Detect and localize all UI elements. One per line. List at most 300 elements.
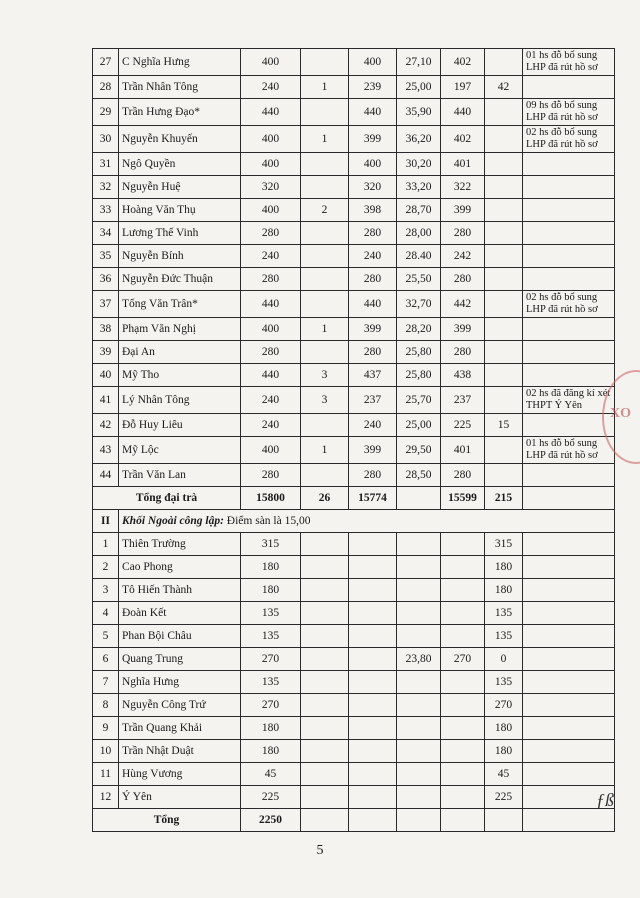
- total-quota: 2250: [241, 809, 301, 832]
- cutoff-score-cell: 30,20: [397, 153, 441, 176]
- table-row: [93, 318, 615, 341]
- admitted-cell: [441, 694, 485, 717]
- admitted-cell: 280: [441, 464, 485, 487]
- admitted-cell: 442: [441, 291, 485, 318]
- table-row: [93, 341, 615, 364]
- admitted-cell: 242: [441, 245, 485, 268]
- note-cell: [523, 533, 615, 556]
- remaining-cell: 398: [349, 199, 397, 222]
- admitted-cell: 225: [441, 414, 485, 437]
- note-cell: 09 hs đỗ bổ sung LHP đã rút hồ sơ: [523, 99, 615, 126]
- note-cell: [523, 671, 615, 694]
- note-cell: [523, 579, 615, 602]
- total-score: [397, 487, 441, 510]
- table-row: [93, 648, 615, 671]
- empty-cell: [523, 809, 615, 832]
- remaining-cell: 280: [349, 464, 397, 487]
- shortfall-cell: 45: [485, 763, 523, 786]
- row-index: 38: [93, 318, 119, 341]
- note-cell: [523, 602, 615, 625]
- note-cell: [523, 76, 615, 99]
- cutoff-score-cell: 25,80: [397, 364, 441, 387]
- admitted-cell: [441, 671, 485, 694]
- shortfall-cell: 135: [485, 625, 523, 648]
- school-name: Ý Yên: [119, 786, 241, 809]
- row-index: 34: [93, 222, 119, 245]
- withdrawn-cell: [301, 602, 349, 625]
- quota-cell: 135: [241, 671, 301, 694]
- quota-cell: 180: [241, 717, 301, 740]
- remaining-cell: [349, 740, 397, 763]
- shortfall-cell: [485, 318, 523, 341]
- row-index: 43: [93, 437, 119, 464]
- remaining-cell: [349, 786, 397, 809]
- row-index: 27: [93, 49, 119, 76]
- row-index: 29: [93, 99, 119, 126]
- withdrawn-cell: [301, 464, 349, 487]
- remaining-cell: [349, 602, 397, 625]
- table-row: [93, 763, 615, 786]
- withdrawn-cell: [301, 245, 349, 268]
- withdrawn-cell: [301, 671, 349, 694]
- withdrawn-cell: [301, 176, 349, 199]
- table-row: [93, 437, 615, 464]
- remaining-cell: [349, 763, 397, 786]
- quota-cell: 320: [241, 176, 301, 199]
- shortfall-cell: 270: [485, 694, 523, 717]
- admitted-cell: 280: [441, 341, 485, 364]
- total-note: [523, 487, 615, 510]
- shortfall-cell: 135: [485, 671, 523, 694]
- school-name: Đoàn Kết: [119, 602, 241, 625]
- cutoff-score-cell: 25,70: [397, 387, 441, 414]
- total-row-private: [93, 809, 615, 832]
- admitted-cell: [441, 556, 485, 579]
- section-subtitle-text: Điểm sàn là 15,00: [226, 515, 311, 527]
- table-row: [93, 556, 615, 579]
- total-admitted: 15599: [441, 487, 485, 510]
- school-name: Nguyễn Công Trứ: [119, 694, 241, 717]
- row-index: 3: [93, 579, 119, 602]
- note-cell: [523, 199, 615, 222]
- quota-cell: 400: [241, 49, 301, 76]
- row-index: 44: [93, 464, 119, 487]
- school-name: Mỹ Lộc: [119, 437, 241, 464]
- section-title-text: Khối Ngoài công lập:: [122, 515, 224, 527]
- total-quota: 15800: [241, 487, 301, 510]
- cutoff-score-cell: 33,20: [397, 176, 441, 199]
- quota-cell: 280: [241, 268, 301, 291]
- withdrawn-cell: 1: [301, 76, 349, 99]
- withdrawn-cell: [301, 740, 349, 763]
- admitted-cell: [441, 625, 485, 648]
- cutoff-score-cell: 28,00: [397, 222, 441, 245]
- remaining-cell: 399: [349, 318, 397, 341]
- shortfall-cell: [485, 341, 523, 364]
- admitted-cell: 322: [441, 176, 485, 199]
- school-name: Nguyễn Đức Thuận: [119, 268, 241, 291]
- withdrawn-cell: [301, 153, 349, 176]
- cutoff-score-cell: [397, 579, 441, 602]
- note-cell: [523, 341, 615, 364]
- shortfall-cell: [485, 199, 523, 222]
- row-index: 39: [93, 341, 119, 364]
- table-row: [93, 126, 615, 153]
- page-number: 5: [316, 843, 324, 858]
- quota-cell: 225: [241, 786, 301, 809]
- withdrawn-cell: 3: [301, 364, 349, 387]
- school-name: Cao Phong: [119, 556, 241, 579]
- cutoff-score-cell: 27,10: [397, 49, 441, 76]
- note-cell: [523, 648, 615, 671]
- shortfall-cell: 180: [485, 556, 523, 579]
- row-index: 12: [93, 786, 119, 809]
- cutoff-score-cell: 28,20: [397, 318, 441, 341]
- withdrawn-cell: [301, 341, 349, 364]
- note-cell: [523, 625, 615, 648]
- table-body: [93, 49, 615, 832]
- row-index: 40: [93, 364, 119, 387]
- remaining-cell: [349, 648, 397, 671]
- note-cell: 01 hs đỗ bổ sung LHP đã rút hồ sơ: [523, 49, 615, 76]
- note-cell: [523, 763, 615, 786]
- school-name: Lương Thế Vinh: [119, 222, 241, 245]
- table-row: [93, 414, 615, 437]
- school-name: Phạm Văn Nghị: [119, 318, 241, 341]
- admitted-cell: 270: [441, 648, 485, 671]
- table-row: [93, 268, 615, 291]
- cutoff-score-cell: [397, 740, 441, 763]
- table-row: [93, 694, 615, 717]
- school-name: Ngô Quyền: [119, 153, 241, 176]
- quota-cell: 45: [241, 763, 301, 786]
- remaining-cell: [349, 717, 397, 740]
- withdrawn-cell: [301, 291, 349, 318]
- signature-mark: ƒß: [596, 790, 614, 810]
- remaining-cell: [349, 694, 397, 717]
- withdrawn-cell: [301, 268, 349, 291]
- admitted-cell: 237: [441, 387, 485, 414]
- shortfall-cell: [485, 387, 523, 414]
- remaining-cell: 280: [349, 341, 397, 364]
- remaining-cell: 239: [349, 76, 397, 99]
- remaining-cell: 280: [349, 222, 397, 245]
- remaining-cell: 320: [349, 176, 397, 199]
- note-cell: [523, 222, 615, 245]
- withdrawn-cell: [301, 222, 349, 245]
- cutoff-score-cell: [397, 671, 441, 694]
- remaining-cell: 437: [349, 364, 397, 387]
- note-cell: [523, 464, 615, 487]
- remaining-cell: [349, 579, 397, 602]
- admitted-cell: [441, 533, 485, 556]
- cutoff-score-cell: 28,50: [397, 464, 441, 487]
- empty-cell: [485, 809, 523, 832]
- quota-cell: 240: [241, 387, 301, 414]
- note-cell: [523, 176, 615, 199]
- row-index: 7: [93, 671, 119, 694]
- cutoff-score-cell: 25,80: [397, 341, 441, 364]
- shortfall-cell: 42: [485, 76, 523, 99]
- school-name: Đại An: [119, 341, 241, 364]
- table-row: [93, 602, 615, 625]
- row-index: 33: [93, 199, 119, 222]
- row-index: 8: [93, 694, 119, 717]
- school-name: Hùng Vương: [119, 763, 241, 786]
- quota-cell: 440: [241, 99, 301, 126]
- cutoff-score-cell: 28,70: [397, 199, 441, 222]
- empty-cell: [349, 809, 397, 832]
- withdrawn-cell: [301, 579, 349, 602]
- note-cell: [523, 153, 615, 176]
- table-row: [93, 222, 615, 245]
- admitted-cell: 440: [441, 99, 485, 126]
- row-index: 31: [93, 153, 119, 176]
- quota-cell: 180: [241, 556, 301, 579]
- table-row: [93, 786, 615, 809]
- school-name: Lý Nhân Tông: [119, 387, 241, 414]
- remaining-cell: 237: [349, 387, 397, 414]
- cutoff-score-cell: 25,50: [397, 268, 441, 291]
- school-name: Thiên Trường: [119, 533, 241, 556]
- admitted-cell: 280: [441, 222, 485, 245]
- table-row: [93, 625, 615, 648]
- shortfall-cell: 15: [485, 414, 523, 437]
- row-index: 32: [93, 176, 119, 199]
- table-row: [93, 199, 615, 222]
- row-index: 30: [93, 126, 119, 153]
- note-cell: [523, 268, 615, 291]
- row-index: 41: [93, 387, 119, 414]
- withdrawn-cell: [301, 648, 349, 671]
- remaining-cell: 400: [349, 153, 397, 176]
- table-row: [93, 740, 615, 763]
- shortfall-cell: 315: [485, 533, 523, 556]
- quota-cell: 270: [241, 648, 301, 671]
- shortfall-cell: [485, 464, 523, 487]
- school-name: Hoàng Văn Thụ: [119, 199, 241, 222]
- total-row-public: [93, 487, 615, 510]
- cutoff-score-cell: 36,20: [397, 126, 441, 153]
- admitted-cell: [441, 602, 485, 625]
- shortfall-cell: [485, 291, 523, 318]
- quota-cell: 400: [241, 437, 301, 464]
- quota-cell: 400: [241, 199, 301, 222]
- quota-cell: 240: [241, 245, 301, 268]
- withdrawn-cell: [301, 414, 349, 437]
- cutoff-score-cell: [397, 786, 441, 809]
- remaining-cell: 240: [349, 245, 397, 268]
- quota-cell: 400: [241, 153, 301, 176]
- admitted-cell: 399: [441, 199, 485, 222]
- cutoff-score-cell: 23,80: [397, 648, 441, 671]
- cutoff-score-cell: [397, 533, 441, 556]
- quota-cell: 400: [241, 318, 301, 341]
- table-row: [93, 464, 615, 487]
- school-name: Đỗ Huy Liêu: [119, 414, 241, 437]
- withdrawn-cell: [301, 99, 349, 126]
- withdrawn-cell: 1: [301, 318, 349, 341]
- quota-cell: 440: [241, 291, 301, 318]
- row-index: 6: [93, 648, 119, 671]
- row-index: 28: [93, 76, 119, 99]
- table-row: [93, 291, 615, 318]
- withdrawn-cell: [301, 533, 349, 556]
- row-index: 35: [93, 245, 119, 268]
- note-cell: [523, 717, 615, 740]
- section-index: II: [93, 510, 119, 533]
- remaining-cell: [349, 625, 397, 648]
- shortfall-cell: [485, 126, 523, 153]
- cutoff-score-cell: [397, 625, 441, 648]
- row-index: 11: [93, 763, 119, 786]
- total-remaining: 15774: [349, 487, 397, 510]
- admission-table: [92, 48, 615, 832]
- withdrawn-cell: 1: [301, 126, 349, 153]
- table-row: [93, 76, 615, 99]
- school-name: Trần Hưng Đạo*: [119, 99, 241, 126]
- table-row: [93, 49, 615, 76]
- withdrawn-cell: [301, 556, 349, 579]
- table-row: [93, 671, 615, 694]
- table-row: [93, 364, 615, 387]
- school-name: Mỹ Tho: [119, 364, 241, 387]
- school-name: Trần Văn Lan: [119, 464, 241, 487]
- school-name: Nguyễn Huệ: [119, 176, 241, 199]
- school-name: Tống Văn Trân*: [119, 291, 241, 318]
- withdrawn-cell: [301, 625, 349, 648]
- withdrawn-cell: [301, 786, 349, 809]
- quota-cell: 180: [241, 579, 301, 602]
- shortfall-cell: 0: [485, 648, 523, 671]
- school-name: Nguyễn Khuyến: [119, 126, 241, 153]
- remaining-cell: [349, 533, 397, 556]
- table-row: [93, 176, 615, 199]
- school-name: Nguyễn Bính: [119, 245, 241, 268]
- admitted-cell: 401: [441, 153, 485, 176]
- quota-cell: 400: [241, 126, 301, 153]
- cutoff-score-cell: [397, 717, 441, 740]
- school-name: Quang Trung: [119, 648, 241, 671]
- cutoff-score-cell: 25,00: [397, 76, 441, 99]
- quota-cell: 135: [241, 625, 301, 648]
- shortfall-cell: [485, 245, 523, 268]
- shortfall-cell: [485, 437, 523, 464]
- quota-cell: 280: [241, 464, 301, 487]
- quota-cell: 280: [241, 341, 301, 364]
- stamp-text: XO: [610, 406, 631, 421]
- cutoff-score-cell: 29,50: [397, 437, 441, 464]
- shortfall-cell: 135: [485, 602, 523, 625]
- school-name: Tô Hiến Thành: [119, 579, 241, 602]
- shortfall-cell: [485, 49, 523, 76]
- quota-cell: 440: [241, 364, 301, 387]
- cutoff-score-cell: [397, 556, 441, 579]
- note-cell: [523, 694, 615, 717]
- admitted-cell: 402: [441, 126, 485, 153]
- withdrawn-cell: [301, 694, 349, 717]
- school-name: Nghĩa Hưng: [119, 671, 241, 694]
- school-name: Phan Bội Châu: [119, 625, 241, 648]
- note-cell: [523, 245, 615, 268]
- cutoff-score-cell: [397, 694, 441, 717]
- remaining-cell: 400: [349, 49, 397, 76]
- remaining-cell: [349, 671, 397, 694]
- withdrawn-cell: 1: [301, 437, 349, 464]
- total-withdrawn: 26: [301, 487, 349, 510]
- shortfall-cell: 225: [485, 786, 523, 809]
- row-index: 42: [93, 414, 119, 437]
- note-cell: [523, 318, 615, 341]
- shortfall-cell: [485, 99, 523, 126]
- empty-cell: [441, 809, 485, 832]
- quota-cell: 135: [241, 602, 301, 625]
- school-name: C Nghĩa Hưng: [119, 49, 241, 76]
- quota-cell: 240: [241, 76, 301, 99]
- empty-cell: [301, 809, 349, 832]
- quota-cell: 315: [241, 533, 301, 556]
- cutoff-score-cell: 35,90: [397, 99, 441, 126]
- note-cell: [523, 414, 615, 437]
- row-index: 10: [93, 740, 119, 763]
- note-cell: 02 hs đỗ bổ sung LHP đã rút hồ sơ: [523, 126, 615, 153]
- note-cell: [523, 740, 615, 763]
- total-label: Tổng đại trà: [93, 487, 241, 510]
- cutoff-score-cell: [397, 763, 441, 786]
- row-index: 1: [93, 533, 119, 556]
- cutoff-score-cell: 32,70: [397, 291, 441, 318]
- quota-cell: 270: [241, 694, 301, 717]
- table-row: [93, 533, 615, 556]
- empty-cell: [397, 809, 441, 832]
- admitted-cell: [441, 786, 485, 809]
- shortfall-cell: [485, 176, 523, 199]
- admitted-cell: 401: [441, 437, 485, 464]
- quota-cell: 180: [241, 740, 301, 763]
- note-cell: [523, 364, 615, 387]
- note-cell: 02 hs đã đăng kí xét THPT Ý Yên: [523, 387, 615, 414]
- admitted-cell: 402: [441, 49, 485, 76]
- table-row: [93, 579, 615, 602]
- admitted-cell: [441, 717, 485, 740]
- withdrawn-cell: [301, 763, 349, 786]
- total-label: Tổng: [93, 809, 241, 832]
- section-header-private: [93, 510, 615, 533]
- admitted-cell: [441, 579, 485, 602]
- shortfall-cell: 180: [485, 579, 523, 602]
- admitted-cell: 438: [441, 364, 485, 387]
- row-index: 4: [93, 602, 119, 625]
- table-row: [93, 153, 615, 176]
- remaining-cell: 399: [349, 437, 397, 464]
- remaining-cell: 399: [349, 126, 397, 153]
- row-index: 37: [93, 291, 119, 318]
- admitted-cell: 197: [441, 76, 485, 99]
- row-index: 5: [93, 625, 119, 648]
- remaining-cell: 440: [349, 291, 397, 318]
- row-index: 36: [93, 268, 119, 291]
- note-cell: 01 hs đỗ bổ sung LHP đã rút hồ sơ: [523, 437, 615, 464]
- withdrawn-cell: 3: [301, 387, 349, 414]
- shortfall-cell: [485, 222, 523, 245]
- cutoff-score-cell: 25,00: [397, 414, 441, 437]
- admitted-cell: 280: [441, 268, 485, 291]
- section-title: [119, 510, 615, 533]
- shortfall-cell: [485, 364, 523, 387]
- total-shortfall: 215: [485, 487, 523, 510]
- withdrawn-cell: 2: [301, 199, 349, 222]
- note-cell: 02 hs đỗ bổ sung LHP đã rút hồ sơ: [523, 291, 615, 318]
